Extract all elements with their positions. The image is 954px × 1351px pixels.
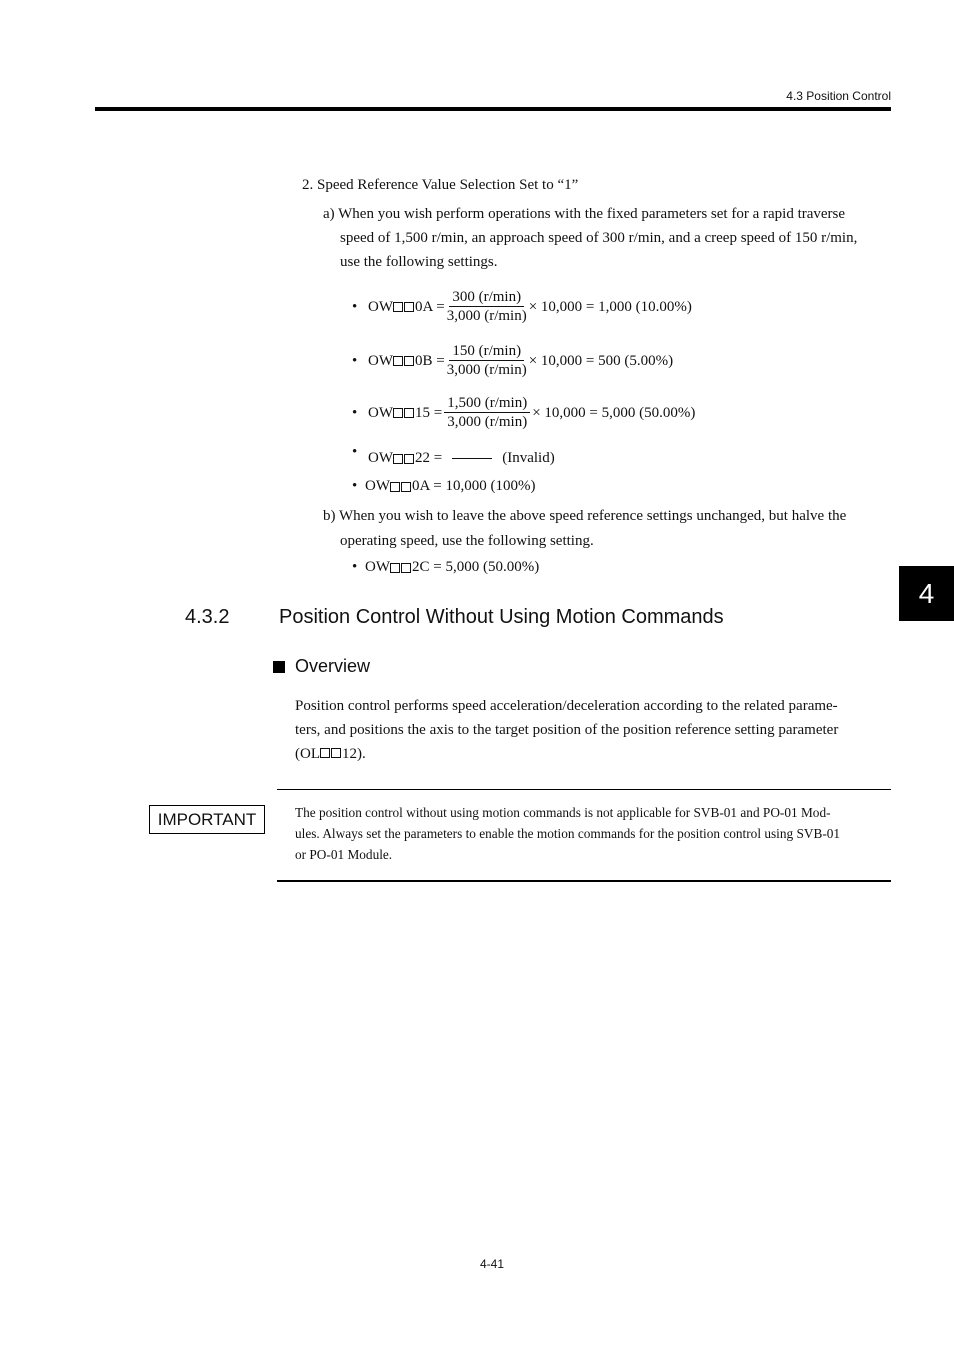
setting-ow0a <box>352 478 535 495</box>
important-line-3: or PO-01 Module. <box>295 847 393 862</box>
ow-prefix: OW <box>368 404 393 421</box>
important-line-2: ules. Always set the parameters to enable the motion commands for the position control using SVB-01 <box>295 826 841 841</box>
section-number: 4.3.2 <box>185 606 230 628</box>
fraction-denominator: 3,000 (r/min) <box>447 414 528 430</box>
overview-line-2: ters, and positions the axis to the target position of the position reference setting parameter <box>295 722 839 738</box>
item-2a-line-1: a) When you wish perform operations with the fixed parameters set for a rapid traverse <box>323 206 846 222</box>
ow-prefix: OW <box>368 298 393 315</box>
bullet: • <box>352 298 358 315</box>
important-line-1: The position control without using motion commands is not applicable for SVB-01 and PO-01 Mod- <box>295 805 831 820</box>
fraction-denominator: 3,000 (r/min) <box>446 362 527 378</box>
fraction <box>447 342 527 380</box>
placeholder-box-icon <box>393 302 403 312</box>
placeholder-box-icon <box>390 482 400 492</box>
bullet: • <box>352 444 358 460</box>
placeholder-box-icon <box>390 563 400 573</box>
item-2a-line-2: speed of 1,500 r/min, an approach speed of 300 r/min, and a creep speed of 150 r/min, <box>340 230 858 246</box>
formula-ow0b <box>352 342 673 380</box>
formula-label: 15 = <box>415 404 443 421</box>
fraction <box>447 288 527 326</box>
overview-title: Overview <box>295 656 371 676</box>
chapter-tab: 4 <box>899 566 954 621</box>
setting-ow2c <box>352 559 539 576</box>
formula-result: × 10,000 = 1,000 (10.00%) <box>528 298 692 315</box>
important-label: IMPORTANT <box>149 805 265 834</box>
placeholder-box-icon <box>393 408 403 418</box>
placeholder-box-icon <box>393 454 403 464</box>
placeholder-box-icon <box>393 356 403 366</box>
item-2b-line-1: b) When you wish to leave the above speed reference settings unchanged, but halve the <box>323 508 847 524</box>
overview-line-1: Position control performs speed acceleration/deceleration according to the related parame- <box>295 698 838 714</box>
fraction-numerator: 300 (r/min) <box>449 288 524 307</box>
invalid-text: (Invalid) <box>502 450 555 466</box>
overview-last-suffix: 12). <box>342 746 366 762</box>
placeholder-box-icon <box>404 454 414 464</box>
fraction-numerator: 1,500 (r/min) <box>444 394 530 413</box>
formula-result: × 10,000 = 5,000 (50.00%) <box>532 404 696 421</box>
placeholder-box-icon <box>404 356 414 366</box>
bullet: • <box>352 559 358 575</box>
formula-label: 0B = <box>415 352 445 369</box>
bullet: • <box>352 478 358 494</box>
formula-ow15 <box>352 394 695 432</box>
fraction <box>444 394 530 432</box>
section-heading <box>185 606 724 629</box>
formula-ow0a <box>352 288 692 326</box>
ow-prefix: OW <box>368 450 393 466</box>
overview-heading <box>273 656 370 677</box>
ow-prefix: OW <box>368 352 393 369</box>
ow-prefix: OW <box>365 559 390 575</box>
important-rule-bottom <box>277 880 891 882</box>
placeholder-box-icon <box>331 748 341 758</box>
bullet: • <box>352 404 358 421</box>
item-2a-line-3: use the following settings. <box>340 254 498 270</box>
page-number: 4-41 <box>479 1257 505 1271</box>
section-title: Position Control Without Using Motion Commands <box>279 606 724 628</box>
placeholder-box-icon <box>401 563 411 573</box>
overview-last-prefix: (OL <box>295 746 320 762</box>
item-2b-line-2: operating speed, use the following setting. <box>340 533 594 549</box>
formula-ow22 <box>352 444 555 467</box>
formula-label: 0A = <box>415 298 445 315</box>
important-text <box>295 802 891 865</box>
blank-line <box>452 458 492 459</box>
fraction-numerator: 150 (r/min) <box>449 342 524 361</box>
formula-result: × 10,000 = 500 (5.00%) <box>528 352 674 369</box>
setting-value: 0A = 10,000 (100%) <box>412 478 536 494</box>
running-header: 4.3 Position Control <box>786 89 891 103</box>
placeholder-box-icon <box>404 408 414 418</box>
setting-value: 2C = 5,000 (50.00%) <box>412 559 540 575</box>
overview-line-3 <box>295 742 366 767</box>
square-bullet-icon <box>273 661 285 673</box>
formula-label: 22 = <box>415 450 443 466</box>
important-rule-top <box>277 789 891 790</box>
header-rule <box>95 107 891 111</box>
ow-prefix: OW <box>365 478 390 494</box>
placeholder-box-icon <box>404 302 414 312</box>
fraction-denominator: 3,000 (r/min) <box>446 308 527 324</box>
item-2-title: 2. Speed Reference Value Selection Set to “1” <box>302 177 579 193</box>
placeholder-box-icon <box>320 748 330 758</box>
placeholder-box-icon <box>401 482 411 492</box>
bullet: • <box>352 352 358 369</box>
